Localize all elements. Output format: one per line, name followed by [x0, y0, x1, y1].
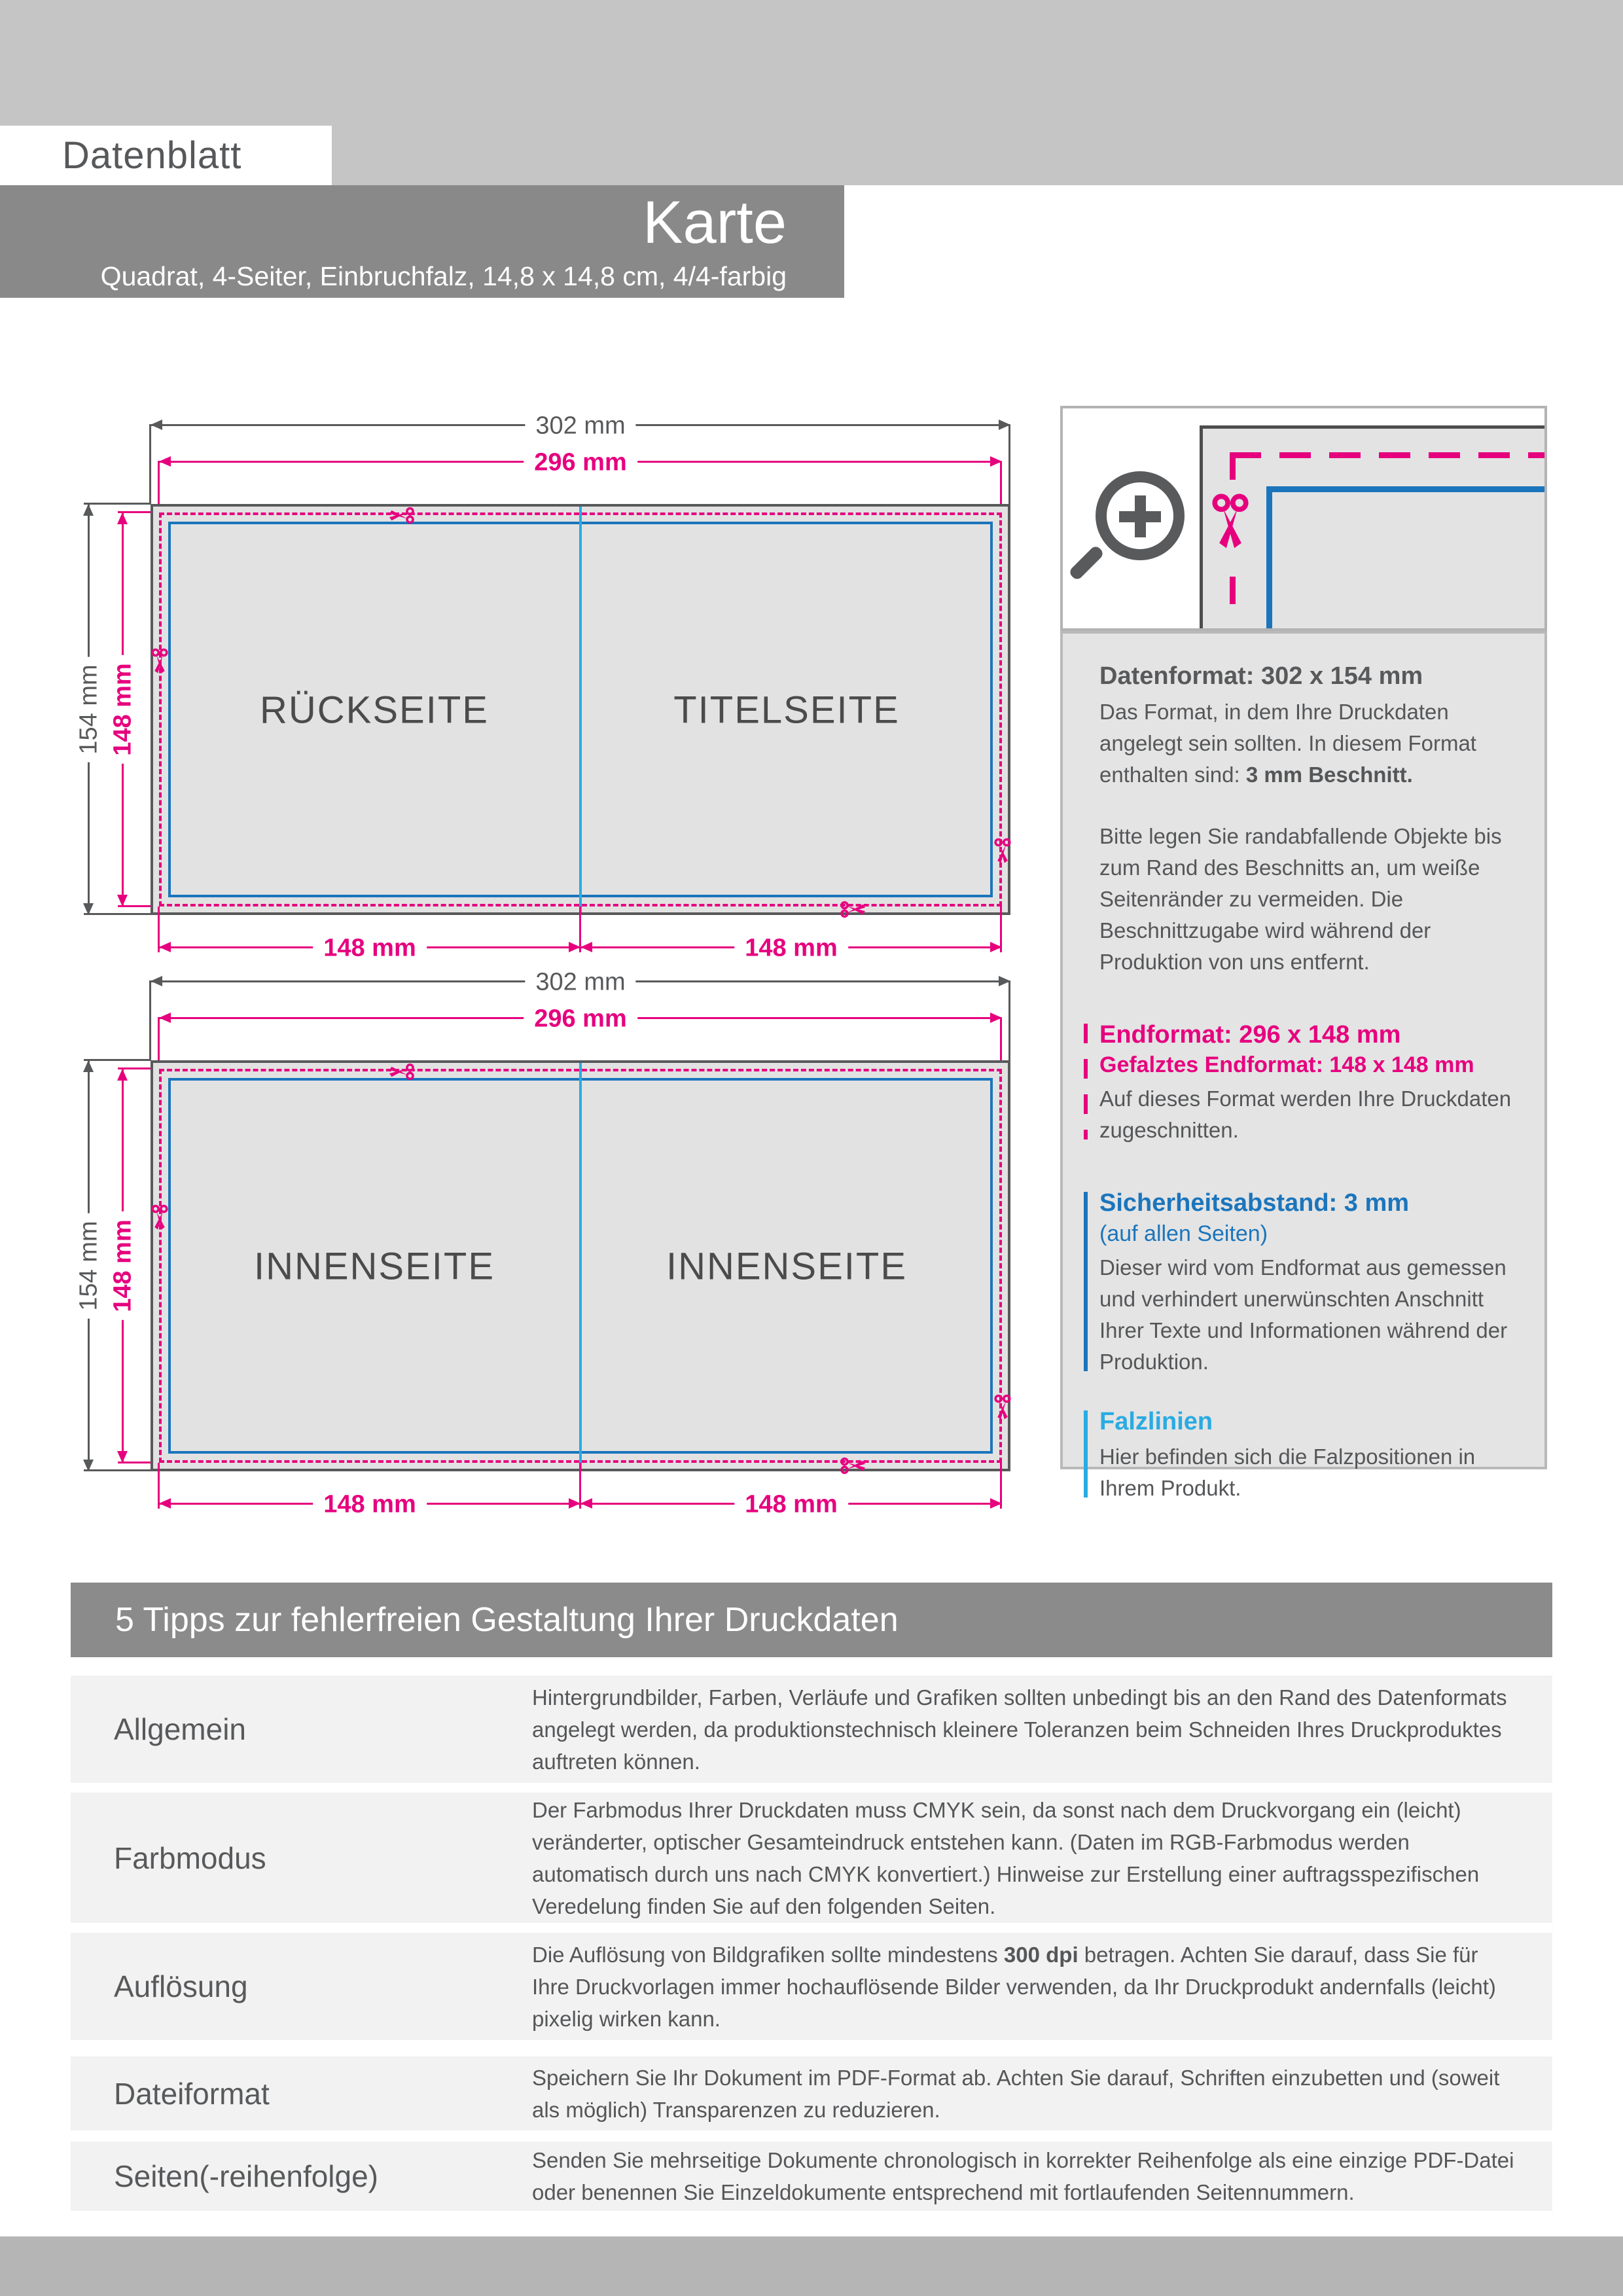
tip-text: Der Farbmodus Ihrer Druckdaten muss CMYK sein, da sonst nach dem Druckvorgang ein (leicht) veränderter, optischer Gesamteindruck entstehen kann. (Daten im RGB-Farbmodus werden automatisch durch uns nach CMYK konvertiert.) Hinweise zur Erstellung einer auftragsspezifischen Veredelung finden Sie auf den folgenden Seiten.: [532, 1797, 1480, 1918]
dim-label-total-height: 154 mm: [74, 1213, 105, 1318]
tip-row-dateiformat: [71, 2056, 1552, 2130]
legend-panel: [1060, 631, 1547, 1501]
tip-label: Dateiformat: [114, 2076, 270, 2111]
tick: [84, 1059, 151, 1061]
arrow-up-icon: [117, 1069, 128, 1081]
arrow-left-icon: [151, 976, 162, 986]
legend-sicherheitsabstand: [1082, 1188, 1527, 1378]
tick: [84, 1469, 151, 1471]
safety-line-marker: [1084, 1192, 1088, 1371]
tip-row-aufloesung: [71, 1933, 1552, 2040]
legend-text: Auf dieses Format werden Ihre Druckdaten zugeschnitten.: [1099, 1086, 1512, 1143]
tip-text: Hintergrundbilder, Farben, Verläufe und Grafiken sollten unbedingt bis an den Rand des Datenformats angelegt werden, da produktionstechnisch kleinere Toleranzen beim Schneiden Ihres Druckproduktes auftreten können.: [532, 1685, 1507, 1774]
arrow-up-icon: [117, 512, 128, 524]
diagram-outside-pages: [0, 412, 1047, 995]
magnifier-handle-icon: [1068, 545, 1105, 582]
page-label-left: INNENSEITE: [253, 1245, 495, 1288]
dim-label-total-width: 302 mm: [525, 967, 635, 998]
scissors-icon: [993, 1394, 1012, 1425]
dim-label-total-height: 154 mm: [74, 656, 105, 762]
page-label-right: TITELSEITE: [673, 689, 900, 732]
arrow-down-icon: [83, 1460, 94, 1471]
arrow-right-icon: [990, 1498, 1002, 1509]
legend-text: Dieser wird vom Endformat aus gemessen und verhindert unerwünschten Anschnitt Ihrer Texte und Informationen während der Produktion.: [1099, 1255, 1508, 1374]
arrow-down-icon: [83, 903, 94, 915]
scissors-icon: [384, 507, 415, 525]
cut-line: [1230, 452, 1544, 458]
tip-label: Farbmodus: [114, 1840, 266, 1875]
tip-text: Speichern Sie Ihr Dokument im PDF-Format ab. Achten Sie darauf, Schriften einzubetten und (soweit als möglich) Transparenzen zu reduzieren.: [532, 2065, 1500, 2122]
arrow-left-icon: [159, 942, 171, 952]
safety-line: [1266, 486, 1544, 628]
legend-heading: Falzlinien: [1099, 1407, 1213, 1435]
cut-line-marker: [1084, 1024, 1088, 1140]
arrow-left-icon: [159, 456, 171, 467]
dim-label-fold-right: 148 mm: [734, 1490, 848, 1520]
dim-label-trim-width: 296 mm: [524, 448, 637, 478]
fold-line: [579, 507, 582, 912]
arrow-down-icon: [117, 1451, 128, 1463]
legend-falzlinien: [1082, 1407, 1527, 1505]
legend-text: Bitte legen Sie randabfallende Objekte bis zum Rand des Beschnitts an, um weiße Seitenränder zu vermeiden. Die Beschnittzugabe wird während der Produktion von uns entfernt.: [1099, 823, 1502, 974]
zoom-detail-box: [1060, 406, 1547, 631]
dim-label-trim-height: 148 mm: [108, 655, 139, 764]
magnifier-plus-icon: [1135, 495, 1146, 537]
arrow-left-icon: [159, 1498, 171, 1509]
legend-text: Das Format, in dem Ihre Druckdaten angelegt sein sollten. In diesem Format enthalten sind: 3 mm Beschnitt.: [1099, 699, 1476, 787]
tick: [84, 503, 151, 505]
tip-text: Senden Sie mehrseitige Dokumente chronologisch in korrekter Reihenfolge als eine einzige PDF-Datei oder benennen Sie Einzeldokumente entsprechend mit fortlaufenden Seitennummern.: [532, 2148, 1514, 2204]
product-banner: [0, 185, 844, 298]
legend-subheading: Gefalztes Endformat: 148 x 148 mm: [1099, 1052, 1474, 1077]
dim-label-trim-width: 296 mm: [524, 1004, 637, 1035]
legend-heading: Datenformat: 302 x 154 mm: [1099, 662, 1423, 690]
tips-banner: [71, 1583, 1552, 1657]
legend-datenformat: [1082, 661, 1527, 978]
tip-row-allgemein: [71, 1676, 1552, 1783]
product-title: Karte: [643, 189, 787, 257]
legend-subheading: (auf allen Seiten): [1099, 1221, 1268, 1246]
tip-label: Seiten(-reihenfolge): [114, 2159, 379, 2193]
corner-detail-illustration: [1200, 425, 1544, 628]
tip-row-farbmodus: [71, 1793, 1552, 1923]
tick: [149, 424, 151, 504]
tip-label: Auflösung: [114, 1969, 248, 2003]
tick: [1008, 424, 1010, 504]
arrow-left-icon: [580, 1498, 592, 1509]
dim-label-total-width: 302 mm: [525, 411, 635, 442]
tips-banner-title: 5 Tipps zur fehlerfreien Gestaltung Ihrer Druckdaten: [115, 1601, 899, 1639]
diagram-inside-pages: [0, 968, 1047, 1551]
legend-heading: Sicherheitsabstand: 3 mm: [1099, 1189, 1410, 1217]
tip-label: Allgemein: [114, 1712, 246, 1746]
arrow-left-icon: [580, 942, 592, 952]
scissors-icon: [151, 1204, 169, 1235]
arrow-right-icon: [990, 942, 1002, 952]
page-label-right: INNENSEITE: [666, 1245, 908, 1288]
arrow-left-icon: [159, 1013, 171, 1023]
tip-row-seitenreihenfolge: [71, 2142, 1552, 2211]
scissors-icon: [1210, 493, 1251, 556]
scissors-icon: [151, 648, 169, 679]
legend-text: Hier befinden sich die Falzpositionen in Ihrem Produkt.: [1099, 1444, 1476, 1501]
fold-line: [579, 1063, 582, 1469]
tick: [149, 980, 151, 1060]
tick: [84, 913, 151, 915]
dim-label-fold-left: 148 mm: [313, 1490, 427, 1520]
dim-label-trim-height: 148 mm: [108, 1211, 139, 1320]
arrow-right-icon: [569, 1498, 580, 1509]
scissors-icon: [993, 838, 1012, 869]
arrow-up-icon: [83, 504, 94, 516]
datasheet-label: Datenblatt: [62, 134, 242, 177]
dim-label-fold-left: 148 mm: [313, 933, 427, 964]
datasheet-label-box: [0, 126, 332, 185]
arrow-down-icon: [117, 895, 128, 906]
fold-line-marker: [1084, 1410, 1088, 1498]
scissors-icon: [840, 1457, 871, 1475]
legend-heading: Endformat: 296 x 148 mm: [1099, 1020, 1401, 1049]
dim-label-fold-right: 148 mm: [734, 933, 848, 964]
tip-text: Die Auflösung von Bildgrafiken sollte mindestens 300 dpi betragen. Achten Sie darauf, dass Sie für Ihre Druckvorlagen immer hochauflösende Bilder verwenden, da Ihr Druckprodukt andernfalls (leicht) pixelig wirken kann.: [532, 1942, 1496, 2031]
legend-endformat: [1082, 1020, 1527, 1147]
tick: [1008, 980, 1010, 1060]
arrow-right-icon: [569, 942, 580, 952]
arrow-left-icon: [151, 420, 162, 430]
footer-band: [0, 2236, 1623, 2296]
scissors-icon: [384, 1063, 415, 1081]
scissors-icon: [840, 901, 871, 919]
product-subtitle: Quadrat, 4-Seiter, Einbruchfalz, 14,8 x 14,8 cm, 4/4-farbig: [100, 260, 787, 291]
page-label-left: RÜCKSEITE: [260, 689, 489, 732]
arrow-up-icon: [83, 1060, 94, 1072]
